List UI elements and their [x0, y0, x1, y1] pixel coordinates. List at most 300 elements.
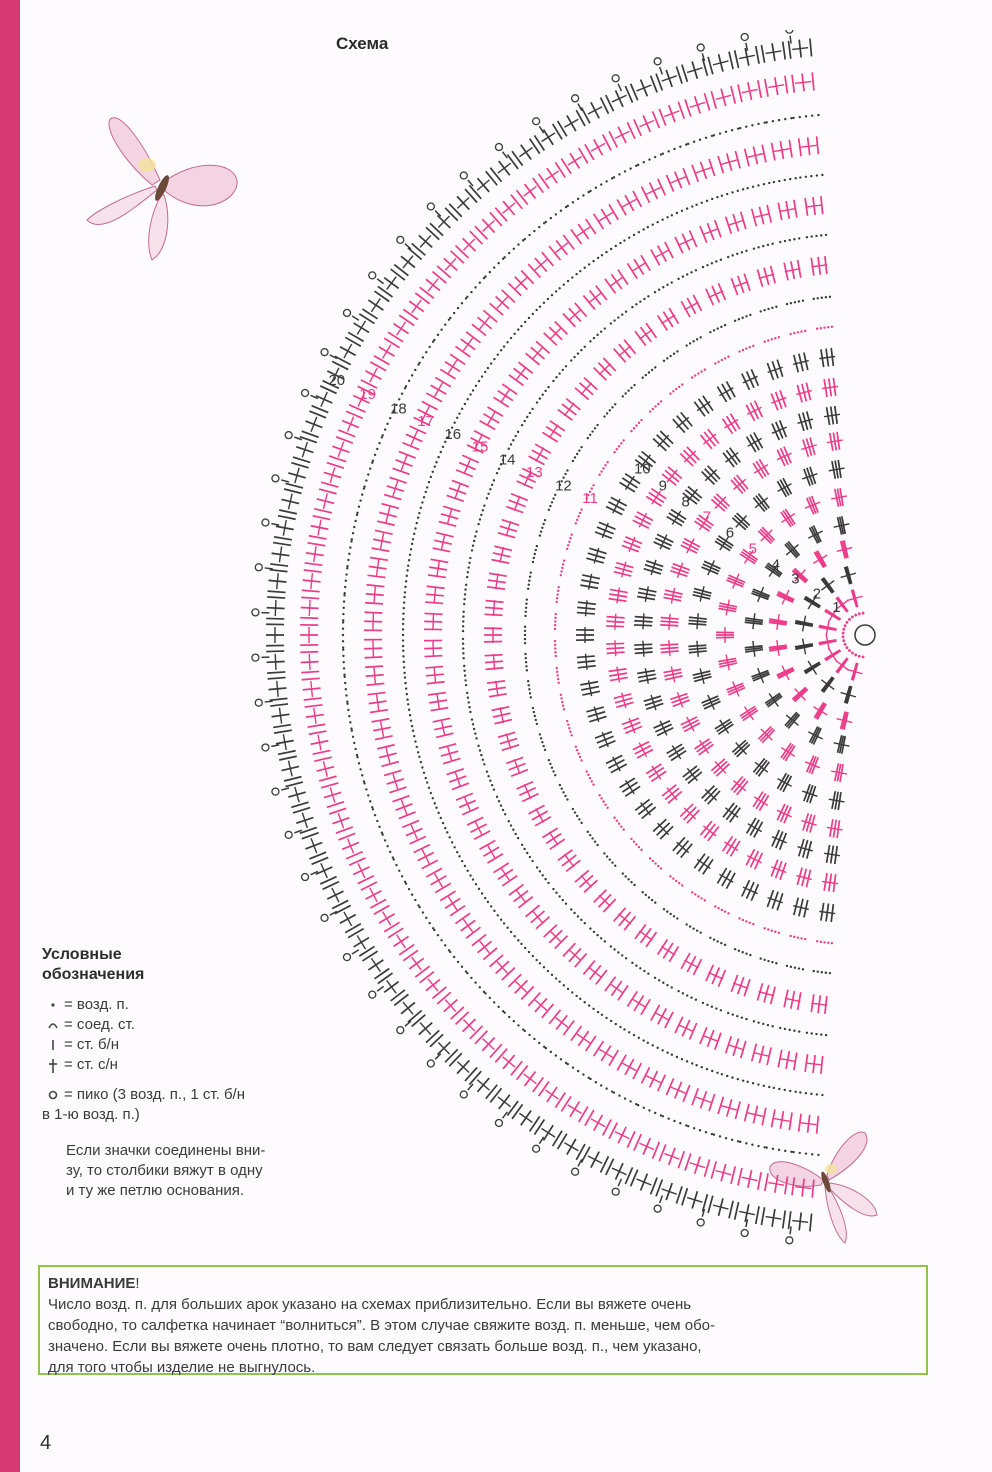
chain-dot — [772, 120, 774, 122]
chain-dot — [749, 922, 751, 924]
chain-dot — [738, 917, 740, 919]
chain-dot — [648, 371, 650, 373]
stitch-mark — [313, 750, 331, 754]
chain-dot — [618, 173, 620, 175]
chain-dot — [799, 176, 801, 178]
chain-dot — [469, 557, 471, 559]
stitch-bar — [811, 265, 827, 267]
single-crochet-mark — [539, 126, 543, 133]
stitch-mark — [704, 93, 709, 110]
stitch-bar — [434, 587, 435, 603]
chain-dot — [533, 557, 535, 559]
single-crochet-mark — [660, 67, 663, 75]
stitch-mark — [758, 80, 761, 98]
chain-dot — [757, 123, 759, 125]
chain-dot — [529, 856, 531, 858]
chain-dot — [442, 822, 444, 824]
chain-dot — [422, 911, 424, 913]
stitch-bar — [808, 732, 822, 739]
stitch-mark — [435, 377, 450, 386]
chain-dot — [528, 580, 530, 582]
chain-dot — [412, 538, 414, 540]
chain-dot — [679, 146, 681, 148]
stitch-bar — [615, 131, 629, 138]
chain-dot — [817, 114, 819, 116]
stitch-mark — [327, 463, 344, 468]
stitch-bar — [309, 654, 310, 670]
chain-dot — [559, 784, 561, 786]
chain-dot — [689, 342, 691, 344]
chain-dot — [792, 1151, 794, 1153]
chain-dot — [854, 614, 857, 617]
picot-mark — [255, 699, 262, 706]
chain-dot — [666, 1052, 668, 1054]
chain-dot — [524, 947, 526, 949]
chain-dot — [854, 654, 857, 657]
chain-dot — [463, 598, 465, 600]
chain-dot — [652, 860, 654, 862]
chain-dot — [786, 965, 788, 967]
stitch-mark — [349, 858, 365, 865]
chain-dot — [462, 611, 464, 613]
stitch-bar — [708, 973, 723, 979]
chain-dot — [741, 251, 743, 253]
chain-dot — [862, 612, 865, 615]
chain-dot — [635, 1103, 637, 1105]
chain-dot — [771, 929, 773, 931]
attention-line: значено. Если вы вяжете очень плотно, то вам следует связать больше возд. п., чем указано, — [48, 1338, 702, 1355]
stitch-mark — [273, 725, 291, 728]
chain-dot — [789, 1090, 791, 1092]
chain-dot — [706, 1004, 708, 1006]
stitch-mark — [703, 1194, 708, 1211]
stitch-mark — [301, 597, 319, 598]
row-number-label: 16 — [444, 425, 462, 443]
chain-dot — [402, 612, 404, 614]
chain-dot — [831, 942, 833, 944]
chain-dot — [491, 784, 493, 786]
chain-dot — [579, 512, 581, 514]
chain-dot — [534, 553, 536, 555]
chain-dot — [629, 167, 631, 169]
stitch-mark — [349, 405, 365, 412]
stitch-bar — [679, 239, 694, 246]
chain-dot — [825, 234, 827, 236]
chain-dot — [831, 326, 833, 328]
chain-dot — [603, 852, 605, 854]
chain-dot — [630, 838, 632, 840]
chain-dot — [414, 369, 416, 371]
stitch-bar — [536, 808, 544, 822]
chain-dot — [572, 808, 574, 810]
chain-dot — [647, 1042, 649, 1044]
single-crochet-mark — [790, 1226, 791, 1234]
chain-dot — [848, 649, 851, 652]
chain-dot — [578, 818, 580, 820]
chain-dot — [348, 553, 350, 555]
chain-dot — [652, 1044, 654, 1046]
stitch-bar — [545, 171, 558, 180]
chain-dot — [701, 202, 703, 204]
single-crochet-mark — [265, 701, 273, 702]
chain-dot — [532, 707, 534, 709]
stitch-bar — [577, 1034, 590, 1043]
chain-dot — [600, 183, 602, 185]
chain-dot — [661, 218, 663, 220]
chain-dot — [771, 1025, 773, 1027]
chain-dot — [621, 954, 623, 956]
chain-dot — [817, 1154, 819, 1156]
stitch-mark — [585, 1110, 594, 1126]
chain-dot — [727, 355, 729, 357]
stitch-mark — [653, 111, 660, 128]
chain-dot — [564, 795, 566, 797]
chain-dot — [619, 242, 621, 244]
chain-dot — [771, 307, 773, 309]
chain-dot — [789, 1029, 791, 1031]
stitch-mark — [384, 338, 399, 347]
chain-dot — [541, 527, 543, 529]
stitch-mark — [561, 159, 571, 174]
chain-dot — [403, 601, 405, 603]
chain-dot — [524, 238, 526, 240]
chain-dot — [539, 534, 541, 536]
single-crochet-mark — [660, 1196, 663, 1204]
chain-dot — [562, 791, 564, 793]
chain-dot — [411, 543, 413, 545]
chain-dot — [493, 1001, 495, 1003]
chain-dot — [711, 262, 713, 264]
stitch-bar — [464, 797, 470, 812]
stitch-mark — [692, 1088, 698, 1105]
chain-dot — [779, 241, 781, 243]
stitch-mark — [571, 1026, 582, 1041]
chain-dot — [487, 493, 489, 495]
chain-dot — [685, 1124, 687, 1126]
chain-dot — [633, 840, 635, 842]
single-crochet-mark — [271, 745, 279, 746]
chain-dot — [539, 397, 541, 399]
chain-dot — [535, 959, 537, 961]
chain-dot — [686, 1060, 688, 1062]
chain-dot — [610, 1020, 612, 1022]
legend-item-slip-stitch: = соед. ст. — [42, 1015, 342, 1035]
chain-dot — [558, 287, 560, 289]
chain-dot — [821, 971, 823, 973]
chain-dot — [595, 187, 597, 189]
chain-dot — [555, 1054, 557, 1056]
chain-dot — [560, 570, 562, 572]
chain-dot — [580, 349, 582, 351]
chain-dot — [343, 661, 345, 663]
chain-dot — [691, 891, 693, 893]
chain-dot — [567, 544, 569, 546]
chain-dot — [622, 395, 624, 397]
stitch-mark — [466, 927, 480, 938]
stitch-mark — [267, 672, 285, 673]
row-number-label: 14 — [498, 451, 516, 469]
chain-dot — [425, 491, 427, 493]
chain-dot — [544, 390, 546, 392]
stitch-bar — [806, 205, 822, 207]
chain-dot — [404, 881, 406, 883]
chain-dot — [731, 1139, 733, 1141]
chain-dot — [343, 667, 345, 669]
chain-dot — [343, 607, 345, 609]
chain-dot — [565, 1062, 567, 1064]
chain-dot — [654, 977, 656, 979]
chain-dot — [453, 312, 455, 314]
stitch-bar — [753, 613, 755, 629]
chain-dot — [596, 424, 598, 426]
stitch-bar — [808, 531, 822, 538]
stitch-bar — [374, 668, 375, 684]
chain-dot — [567, 205, 569, 207]
chain-dot — [686, 994, 688, 996]
chain-dot — [672, 877, 674, 879]
row-number-label: 15 — [471, 438, 489, 456]
chain-dot — [536, 401, 538, 403]
chain-dot — [806, 1032, 808, 1034]
chain-dot — [489, 780, 491, 782]
attention-title: ВНИМАНИЕ — [48, 1275, 136, 1292]
chain-dot — [651, 899, 653, 901]
single-crochet-mark — [265, 568, 273, 569]
chain-dot — [709, 937, 711, 939]
stitch-bar — [524, 1074, 537, 1084]
chain-dot — [426, 781, 428, 783]
chain-dot — [805, 1092, 807, 1094]
stitch-mark — [388, 332, 403, 342]
chain-dot — [524, 634, 526, 636]
chain-dot — [423, 496, 425, 498]
chain-dot — [561, 788, 563, 790]
chain-dot — [573, 356, 575, 358]
chain-dot — [345, 580, 347, 582]
stitch-bar — [422, 849, 429, 863]
stitch-mark — [676, 66, 682, 83]
chain-dot — [500, 919, 502, 921]
chain-dot — [582, 1073, 584, 1075]
chain-dot — [842, 639, 845, 642]
chain-dot — [638, 422, 640, 424]
stitch-mark — [783, 42, 785, 60]
stitch-bar — [646, 187, 660, 194]
chain-dot — [440, 939, 442, 941]
chain-dot — [643, 161, 645, 163]
picot-mark — [255, 564, 262, 571]
chain-dot — [848, 618, 851, 621]
chain-dot — [592, 783, 594, 785]
chain-dot — [579, 998, 581, 1000]
chain-dot — [726, 193, 728, 195]
stitch-bar — [615, 640, 616, 656]
stitch-mark — [651, 1178, 657, 1195]
chain-dot — [784, 1150, 786, 1152]
chain-dot — [669, 875, 671, 877]
chain-dot — [640, 419, 642, 421]
chain-dot — [351, 538, 353, 540]
chain-dot — [778, 119, 780, 121]
chain-dot — [403, 661, 405, 663]
picot-mark — [612, 75, 619, 82]
picot-mark — [262, 519, 269, 526]
stitch-bar — [545, 1090, 558, 1099]
chain-dot — [547, 970, 549, 972]
chain-dot — [349, 721, 351, 723]
chain-dot — [600, 330, 602, 332]
chain-dot — [660, 867, 662, 869]
chain-dot — [706, 1068, 708, 1070]
chain-dot — [700, 931, 702, 933]
stitch-mark — [609, 1123, 617, 1139]
chain-dot — [795, 177, 797, 179]
chain-dot — [749, 954, 751, 956]
chain-dot — [720, 942, 722, 944]
chain-dot — [538, 1042, 540, 1044]
chain-dot — [542, 523, 544, 525]
chain-dot — [648, 158, 650, 160]
chain-dot — [676, 350, 678, 352]
chain-dot — [416, 522, 418, 524]
chain-dot — [757, 1083, 759, 1085]
stitch-mark — [633, 191, 641, 207]
chain-dot — [423, 772, 425, 774]
stitch-bar — [357, 321, 365, 335]
chain-dot — [483, 763, 485, 765]
chain-dot — [572, 201, 574, 203]
chain-dot — [600, 937, 602, 939]
chain-dot — [482, 509, 484, 511]
chain-dot — [719, 132, 721, 134]
chain-dot — [417, 516, 419, 518]
chain-dot — [444, 323, 446, 325]
stitch-mark — [810, 39, 812, 57]
chain-dot — [560, 574, 562, 576]
chain-dot — [497, 1006, 499, 1008]
chain-dot — [347, 559, 349, 561]
chain-dot — [827, 942, 829, 944]
stitch-bar — [669, 640, 670, 656]
stitch-bar — [516, 368, 526, 381]
chain-dot — [540, 530, 542, 532]
stitch-bar — [667, 470, 677, 482]
chain-dot — [363, 485, 365, 487]
stitch-mark — [761, 1207, 764, 1225]
chain-dot — [367, 794, 369, 796]
chain-dot — [724, 324, 726, 326]
chain-dot — [702, 266, 704, 268]
chain-dot — [376, 820, 378, 822]
chain-dot — [471, 549, 473, 551]
chain-dot — [406, 575, 408, 577]
chain-dot — [448, 836, 450, 838]
chain-dot — [793, 1030, 795, 1032]
stitch-mark — [817, 136, 819, 154]
chain-dot — [693, 1127, 695, 1129]
chain-dot — [647, 295, 649, 297]
chain-dot — [408, 380, 410, 382]
picot-mark — [786, 30, 793, 33]
chain-dot — [464, 588, 466, 590]
single-crochet-mark — [618, 1179, 621, 1186]
legend-item-chain: = возд. п. — [42, 995, 342, 1015]
chain-dot — [690, 271, 692, 273]
stitch-bar — [321, 392, 327, 407]
chain-dot — [613, 948, 615, 950]
chain-dot — [686, 207, 688, 209]
chain-dot — [671, 1054, 673, 1056]
stitch-mark — [268, 591, 286, 592]
chain-dot — [618, 445, 620, 447]
chain-dot — [827, 326, 829, 328]
stitch-bar — [795, 1187, 811, 1189]
stitch-bar — [519, 1113, 532, 1122]
chain-dot — [726, 1075, 728, 1077]
chain-dot — [621, 313, 623, 315]
chain-dot — [564, 473, 566, 475]
stitch-bar — [344, 912, 352, 926]
chain-dot — [802, 968, 804, 970]
chain-dot — [474, 981, 476, 983]
chain-dot — [526, 598, 528, 600]
chain-dot — [624, 1097, 626, 1099]
stitch-mark — [300, 652, 318, 653]
stitch-bar — [646, 1076, 660, 1083]
stitch-bar — [503, 1057, 515, 1067]
stitch-mark — [384, 922, 399, 931]
row-number-label: 9 — [658, 477, 667, 495]
chain-dot — [430, 476, 432, 478]
chain-dot — [434, 465, 436, 467]
stitch-bar — [411, 825, 417, 840]
chain-dot — [767, 339, 769, 341]
stitch-mark — [414, 845, 430, 853]
chain-dot — [739, 1141, 741, 1143]
stitch-mark — [585, 144, 594, 160]
chain-dot — [745, 952, 747, 954]
stitch-mark — [312, 406, 329, 413]
chain-dot — [526, 852, 528, 854]
chain-dot — [555, 892, 557, 894]
chain-dot — [508, 448, 510, 450]
chain-dot — [804, 330, 806, 332]
chain-dot — [369, 467, 371, 469]
chain-dot — [768, 1086, 770, 1088]
stitch-mark — [273, 543, 291, 546]
chain-dot — [628, 236, 630, 238]
stitch-mark — [625, 86, 632, 102]
chain-dot — [737, 190, 739, 192]
chain-dot — [862, 656, 865, 659]
stitch-mark — [617, 1055, 626, 1071]
chain-dot — [587, 437, 589, 439]
chain-dot — [524, 642, 526, 644]
chain-dot — [771, 338, 773, 340]
picot-mark — [697, 1219, 704, 1226]
chain-dot — [462, 625, 464, 627]
chain-dot — [558, 895, 560, 897]
chain-dot — [542, 874, 544, 876]
chain-dot — [359, 499, 361, 501]
chain-dot — [622, 828, 624, 830]
chain-dot — [673, 1120, 675, 1122]
chain-dot — [772, 1148, 774, 1150]
chain-dot — [746, 187, 748, 189]
stitch-mark — [666, 175, 673, 192]
stitch-bar — [801, 1123, 817, 1125]
stitch-mark — [278, 751, 296, 755]
